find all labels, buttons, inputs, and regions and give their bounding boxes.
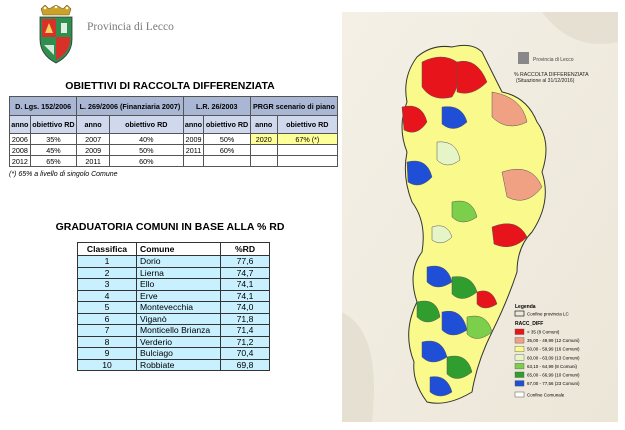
law-header: PRGR scenario di piano	[250, 97, 337, 116]
rd-cell: 74,1	[221, 290, 270, 302]
table-cell	[204, 156, 251, 167]
table-row	[78, 279, 270, 291]
table-cell	[250, 145, 277, 156]
legend-swatch	[515, 363, 524, 369]
table-cell: 65%	[30, 156, 77, 167]
rank-cell: 2	[78, 267, 137, 279]
col-header: Comune	[137, 243, 221, 256]
col-header: obiettivo RD	[204, 116, 251, 134]
col-header: anno	[250, 116, 277, 134]
rd-cell: 77,6	[221, 256, 270, 268]
comune-cell: Montevecchia	[137, 302, 221, 314]
rank-cell: 8	[78, 336, 137, 348]
table-cell: 2011	[77, 156, 110, 167]
table-cell: 2009	[183, 134, 204, 145]
comune-cell: Bulciago	[137, 348, 221, 360]
legend-swatch	[515, 329, 524, 335]
rank-cell: 4	[78, 290, 137, 302]
rank-cell: 9	[78, 348, 137, 360]
table-cell	[183, 156, 204, 167]
legend-label: 35,00 - 49,99 (12 Comuni)	[527, 338, 580, 344]
map-logo-text: Provincia di Lecco	[533, 57, 574, 63]
map-subtitle: (Situazione al 31/12/2016)	[516, 78, 575, 84]
legend-label: 65,00 - 66,99 (10 Comuni)	[527, 372, 580, 378]
col-header: obiettivo RD	[277, 116, 337, 134]
legend-label: 50,00 - 59,99 (16 Comuni)	[527, 346, 580, 352]
table-cell: 2006	[10, 134, 31, 145]
table-row	[78, 336, 270, 348]
comune-area	[422, 57, 459, 98]
table-cell: 2012	[10, 156, 31, 167]
legend-label: Confine Comunale	[527, 392, 565, 398]
legend-field: RACC_DIFF	[515, 321, 544, 327]
table-cell: 50%	[109, 145, 183, 156]
legend-swatch	[515, 372, 524, 378]
rd-map	[342, 12, 618, 422]
rd-cell: 74,7	[221, 267, 270, 279]
province-crest-icon	[35, 5, 77, 65]
table-cell: 2007	[77, 134, 110, 145]
map-logo-icon	[518, 52, 529, 64]
table-cell: 60%	[109, 156, 183, 167]
table-cell: 2011	[183, 145, 204, 156]
table-row	[10, 156, 338, 167]
map-title: % RACCOLTA DIFFERENZIATA	[514, 72, 589, 78]
legend-label: 63,10 - 64,99 (8 Comuni)	[527, 363, 578, 369]
comune-cell: Ello	[137, 279, 221, 291]
legend-title: Legenda	[515, 304, 536, 310]
comune-cell: Monticello Brianza	[137, 325, 221, 337]
table-cell: 2020	[250, 134, 277, 145]
rank-cell: 6	[78, 313, 137, 325]
table-row	[78, 313, 270, 325]
rd-cell: 74,0	[221, 302, 270, 314]
table-cell	[250, 156, 277, 167]
legend-label: 60,00 - 63,09 (13 Comuni)	[527, 355, 580, 361]
law-header: L.R. 26/2003	[183, 97, 250, 116]
rd-cell: 70,4	[221, 348, 270, 360]
rank-cell: 10	[78, 359, 137, 371]
law-header: L. 269/2006 (Finanziaria 2007)	[77, 97, 183, 116]
legend-swatch	[515, 355, 524, 361]
comune-cell: Dorio	[137, 256, 221, 268]
legend-swatch	[515, 392, 524, 397]
table-row	[78, 348, 270, 360]
comune-cell: Viganò	[137, 313, 221, 325]
legend-swatch	[515, 381, 524, 387]
header-title: Provincia di Lecco	[87, 21, 174, 33]
table-cell	[277, 145, 337, 156]
table-row	[78, 359, 270, 371]
table-cell: 35%	[30, 134, 77, 145]
legend-swatch	[515, 338, 524, 344]
table-cell: 50%	[204, 134, 251, 145]
legend-swatch	[515, 346, 524, 352]
objectives-table	[9, 96, 338, 167]
col-header: anno	[183, 116, 204, 134]
comune-cell: Lierna	[137, 267, 221, 279]
comune-cell: Robbiate	[137, 359, 221, 371]
table-cell: 60%	[204, 145, 251, 156]
legend-label: 67,00 - 77,56 (23 Comuni)	[527, 381, 580, 387]
legend-label: < 35 (8 Comuni)	[527, 329, 560, 335]
table-row	[10, 145, 338, 156]
rank-cell: 7	[78, 325, 137, 337]
rank-cell: 5	[78, 302, 137, 314]
col-header: anno	[77, 116, 110, 134]
rd-cell: 69,8	[221, 359, 270, 371]
col-header: Classifica	[78, 243, 137, 256]
objectives-note: (*) 65% a livello di singolo Comune	[9, 171, 118, 178]
table-row	[78, 256, 270, 268]
rd-cell: 74,1	[221, 279, 270, 291]
ranking-title: GRADUATORIA COMUNI IN BASE ALLA % RD	[55, 221, 285, 233]
table-cell: 45%	[30, 145, 77, 156]
table-cell: 2008	[10, 145, 31, 156]
table-row	[78, 290, 270, 302]
col-header: obiettivo RD	[30, 116, 77, 134]
table-row	[78, 325, 270, 337]
rank-cell: 3	[78, 279, 137, 291]
col-header: %RD	[221, 243, 270, 256]
col-header: anno	[10, 116, 31, 134]
rd-cell: 71,4	[221, 325, 270, 337]
ranking-table	[77, 242, 270, 371]
comune-cell: Erve	[137, 290, 221, 302]
table-cell: 67% (*)	[277, 134, 337, 145]
rd-cell: 71,2	[221, 336, 270, 348]
table-row	[10, 134, 338, 145]
table-cell: 40%	[109, 134, 183, 145]
objectives-title: OBIETTIVI DI RACCOLTA DIFFERENZIATA	[65, 80, 275, 92]
col-header: obiettivo RD	[109, 116, 183, 134]
rank-cell: 1	[78, 256, 137, 268]
table-row	[78, 302, 270, 314]
table-cell	[277, 156, 337, 167]
law-header: D. Lgs. 152/2006	[10, 97, 77, 116]
rd-cell: 71,8	[221, 313, 270, 325]
comune-cell: Verderio	[137, 336, 221, 348]
table-row	[78, 267, 270, 279]
table-cell: 2009	[77, 145, 110, 156]
legend-label: Confine provincia LC	[527, 311, 569, 317]
